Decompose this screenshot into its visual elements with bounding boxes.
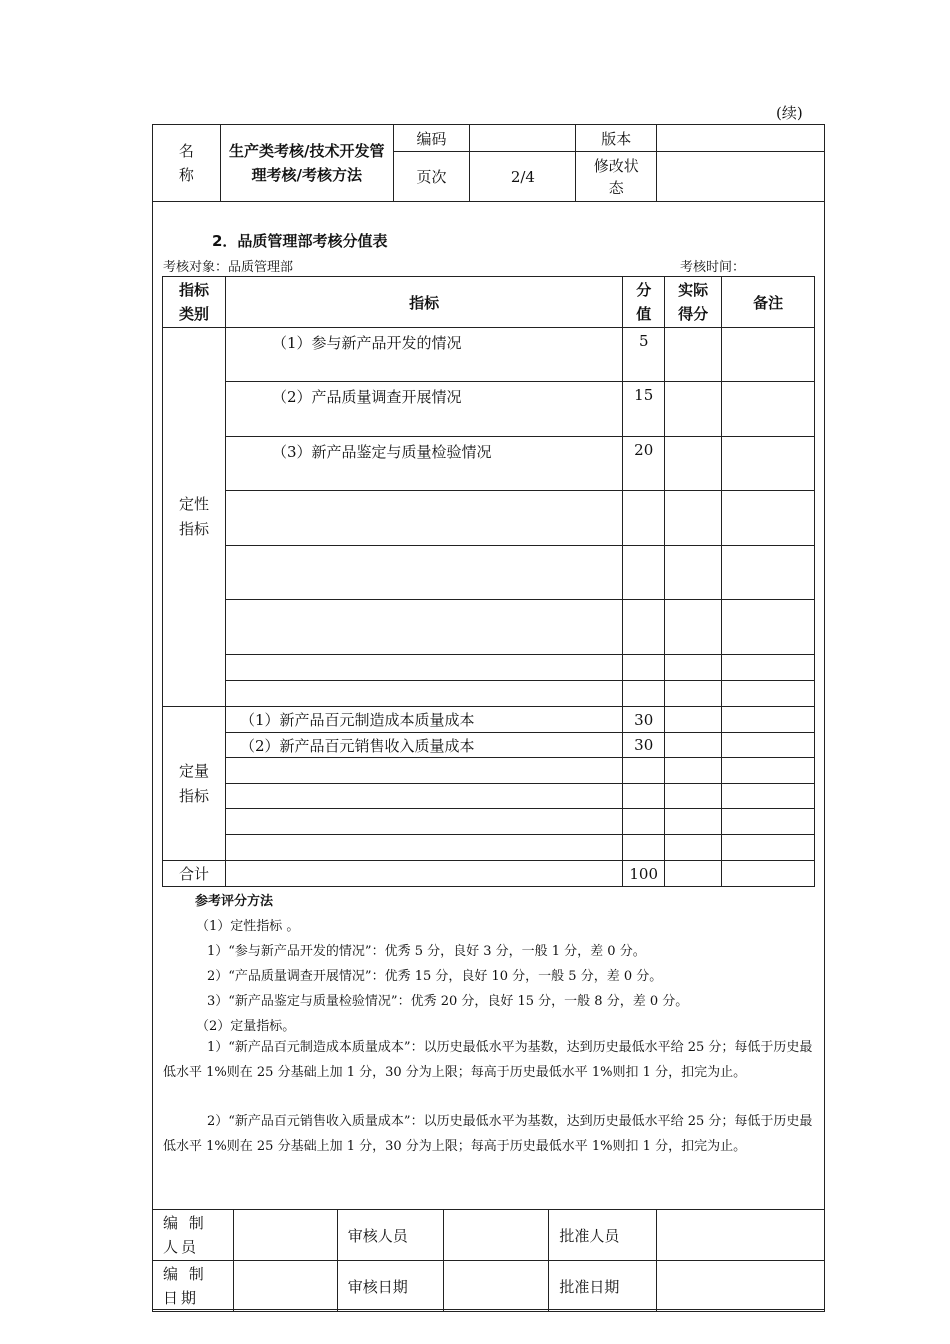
qualitative-category: 定性指标 [163,328,226,707]
score-cell: 30 [623,733,665,758]
empty-cell [722,681,815,707]
approved-by-label: 批准人员 [549,1210,657,1261]
reviewed-date-value[interactable] [443,1261,549,1312]
score-table [162,276,815,887]
actual-score-cell [665,733,722,758]
table-row: （1）参与新产品开发的情况 [225,328,622,382]
prepared-by-value[interactable] [233,1210,337,1261]
score-cell: 15 [623,382,665,437]
remarks-cell [722,707,815,733]
score-cell: 30 [623,707,665,733]
signature-table [152,1209,825,1312]
code-label: 编码 [393,125,470,152]
empty-cell [722,784,815,809]
total-label: 合计 [163,861,226,887]
assessment-target: 考核对象：品质管理部 [163,260,294,275]
prepared-by-label: 编 制 人员 [153,1210,234,1261]
reviewed-date-label: 审核日期 [337,1261,443,1312]
empty-cell [665,681,722,707]
empty-cell [665,491,722,546]
empty-cell [225,600,622,655]
reviewed-by-label: 审核人员 [337,1210,443,1261]
page-label: 页次 [393,152,470,202]
header-actual-score: 实际得分 [665,277,722,328]
revision-value [657,152,825,202]
empty-cell [722,758,815,784]
prepared-date-value[interactable] [233,1261,337,1312]
qualitative-method-item: 1）“参与新产品开发的情况”：优秀 5 分，良好 3 分，一般 1 分，差 0 分。 [207,944,646,959]
empty-cell [722,655,815,681]
table-row: （2）新产品百元销售收入质量成本 [225,733,622,758]
section-title: 2．品质管理部考核分值表 [212,232,388,250]
empty-cell [623,655,665,681]
empty-cell [623,546,665,600]
empty-cell [665,835,722,861]
quantitative-method-item: 1）“新产品百元制造成本质量成本”：以历史最低水平为基数，达到历史最低水平给 25 分；每低于历史最低水平 1%则在 25 分基础上加 1 分，30 分为上限；每高于历史最低水平 1%则扣 1 分，扣完为止。 [163,1040,813,1080]
continued-label: (续) [776,104,803,122]
empty-cell [623,809,665,835]
version-label: 版本 [576,125,657,152]
empty-cell [225,491,622,546]
quantitative-method-title: （2）定量指标。 [196,1019,296,1034]
page-value: 2/4 [470,152,576,202]
actual-score-cell [665,328,722,382]
remarks-cell [722,328,815,382]
empty-cell [623,681,665,707]
remarks-cell [722,437,815,491]
reviewed-by-value[interactable] [443,1210,549,1261]
total-remarks [722,861,815,887]
empty-cell [225,758,622,784]
empty-cell [665,809,722,835]
empty-cell [225,784,622,809]
table-row: （3）新产品鉴定与质量检验情况 [225,437,622,491]
total-value: 100 [623,861,665,887]
empty-cell [665,600,722,655]
empty-cell [665,784,722,809]
empty-cell [623,835,665,861]
approved-date-label: 批准日期 [549,1261,657,1312]
code-value [470,125,576,152]
empty-cell [665,758,722,784]
empty-cell [225,546,622,600]
version-value [657,125,825,152]
empty-cell [623,491,665,546]
score-cell: 5 [623,328,665,382]
empty-cell [225,809,622,835]
empty-cell [225,655,622,681]
header-table [152,124,825,202]
header-category: 指标类别 [163,277,226,328]
quantitative-category: 定量指标 [163,707,226,861]
header-score: 分值 [623,277,665,328]
empty-cell [225,835,622,861]
score-cell: 20 [623,437,665,491]
table-row: （2）产品质量调查开展情况 [225,382,622,437]
assessment-time: 考核时间： [680,260,746,275]
qualitative-method-item: 2）“产品质量调查开展情况”：优秀 15 分，良好 10 分，一般 5 分，差 0 分。 [207,969,663,984]
empty-cell [623,758,665,784]
quantitative-method-item: 2）“新产品百元销售收入质量成本”：以历史最低水平为基数，达到历史最低水平给 25 分；每低于历史最低水平 1%则在 25 分基础上加 1 分，30 分为上限；每高于历史最低水平 1%则扣 1 分，扣完为止。 [163,1114,813,1154]
document-title: 生产类考核/技术开发管理考核/考核方法 [220,125,393,202]
empty-cell [722,809,815,835]
remarks-cell [722,382,815,437]
approved-date-value[interactable] [657,1261,825,1312]
total-blank [225,861,622,887]
empty-cell [665,546,722,600]
remarks-cell [722,733,815,758]
empty-cell [722,835,815,861]
prepared-date-label: 编 制 日期 [153,1261,234,1312]
empty-cell [722,491,815,546]
actual-score-cell [665,707,722,733]
table-row: （1）新产品百元制造成本质量成本 [225,707,622,733]
header-indicator: 指标 [225,277,622,328]
actual-score-cell [665,382,722,437]
empty-cell [623,784,665,809]
name-label: 名称 [153,125,221,202]
empty-cell [722,600,815,655]
revision-label: 修改状态 [576,152,657,202]
empty-cell [623,600,665,655]
empty-cell [722,546,815,600]
empty-cell [225,681,622,707]
approved-by-value[interactable] [657,1210,825,1261]
qualitative-method-item: 3）“新产品鉴定与质量检验情况”：优秀 20 分，良好 15 分，一般 8 分，差 0 分。 [207,994,689,1009]
header-remarks: 备注 [722,277,815,328]
empty-cell [665,655,722,681]
qualitative-method-title: （1）定性指标 。 [196,919,300,934]
method-title: 参考评分方法 [195,894,274,909]
total-actual [665,861,722,887]
actual-score-cell [665,437,722,491]
